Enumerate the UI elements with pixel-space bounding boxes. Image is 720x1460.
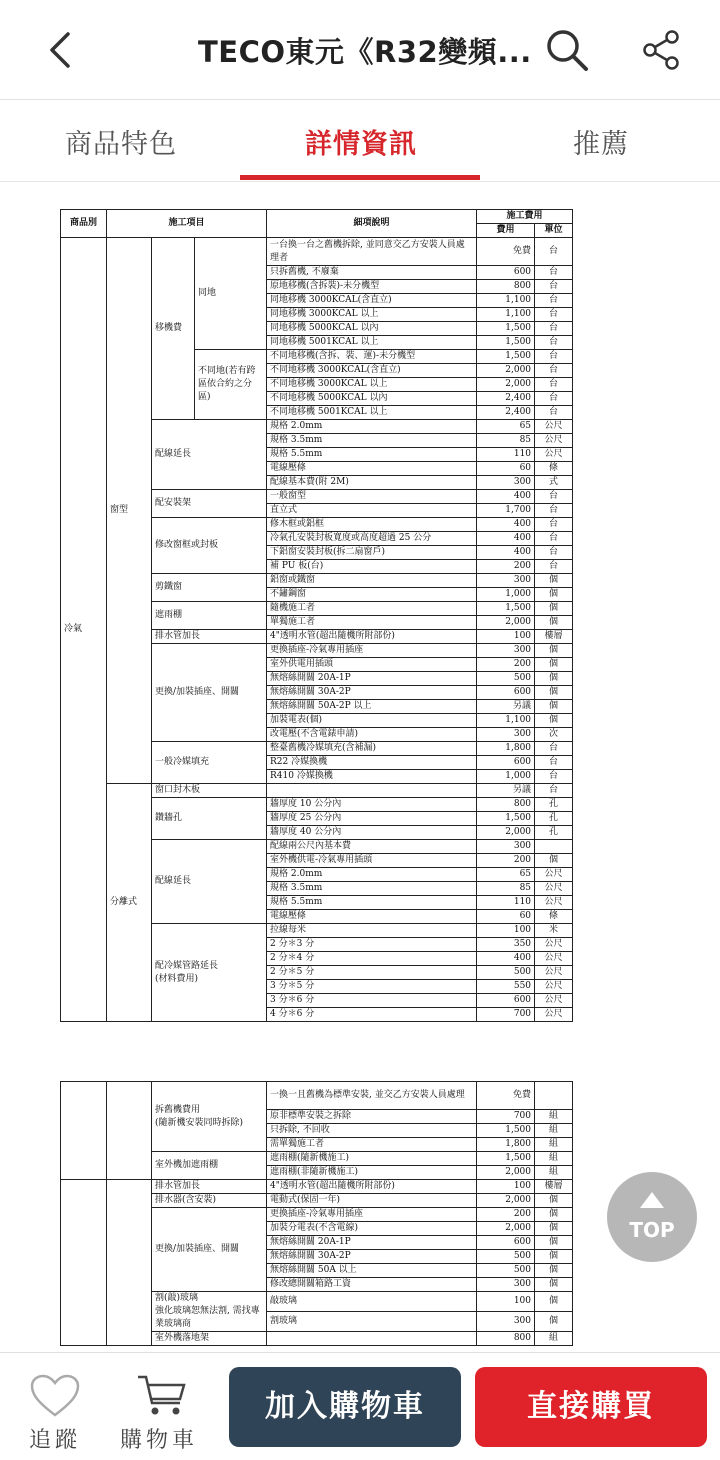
row-fee: 300 (477, 1312, 535, 1332)
row-desc: 不同地移機(含拆、裝、運)-未分機型 (267, 350, 477, 364)
row-fee: 700 (477, 1110, 535, 1124)
row-fee: 免費 (477, 1082, 535, 1110)
header-unit: 單位 (535, 224, 573, 238)
row-desc: 牆厚度 25 公分內 (267, 812, 477, 826)
row-fee: 500 (477, 1264, 535, 1278)
table-row (61, 784, 573, 798)
row-desc: 電線壓條 (267, 910, 477, 924)
row-desc: 4 分＊6 分 (267, 1008, 477, 1022)
row-fee: 1,800 (477, 1138, 535, 1152)
row-fee: 200 (477, 560, 535, 574)
row-unit: 台 (535, 560, 573, 574)
row-desc: 原地移機(含拆裝)-未分機型 (267, 280, 477, 294)
item-wiring: 配線延長 (152, 420, 267, 490)
tab-recommend[interactable]: 推薦 (573, 129, 629, 160)
row-desc: 牆厚度 40 公分內 (267, 826, 477, 840)
row-desc: 割玻璃 (267, 1312, 477, 1332)
row-unit: 台 (535, 238, 573, 266)
row-unit: 個 (535, 700, 573, 714)
row-unit: 組 (535, 1166, 573, 1180)
row-desc: 鋁窗或鐵窗 (267, 574, 477, 588)
row-fee: 另議 (477, 700, 535, 714)
removal-fee-table (60, 1081, 572, 1346)
row-desc: 更換插座-冷氣專用插座 (267, 644, 477, 658)
item-outlet: 更換/加裝插座、開關 (152, 1208, 267, 1292)
row-unit: 台 (535, 322, 573, 336)
row-desc: 加裝電表(個) (267, 714, 477, 728)
item-diff-site: 不同地(若有跨區依合約之分區) (195, 350, 267, 420)
row-desc: 更換插座-冷氣專用插座 (267, 1208, 477, 1222)
row-desc: 遮雨棚(非隨新機施工) (267, 1166, 477, 1180)
row-unit: 條 (535, 462, 573, 476)
row-unit: 台 (535, 364, 573, 378)
row-fee: 350 (477, 938, 535, 952)
row-unit: 台 (535, 532, 573, 546)
row-fee: 2,400 (477, 392, 535, 406)
row-unit: 台 (535, 742, 573, 756)
row-fee: 200 (477, 658, 535, 672)
row-desc: 一台換一台之舊機拆除, 並同意交乙方安裝人員處理者 (267, 238, 477, 266)
row-unit: 個 (535, 602, 573, 616)
row-unit: 台 (535, 392, 573, 406)
cat-blank (107, 1180, 152, 1346)
row-unit: 公尺 (535, 994, 573, 1008)
row-unit: 公尺 (535, 448, 573, 462)
header-fee-group: 施工費用 (477, 210, 573, 224)
chevron-left-icon[interactable] (40, 28, 84, 72)
cat-blank (61, 1180, 107, 1346)
buy-now-button[interactable]: 直接購買 (475, 1367, 707, 1447)
item-outlet: 更換/加裝插座、開關 (152, 644, 267, 742)
row-desc: 規格 3.5mm (267, 882, 477, 896)
row-unit: 個 (535, 1278, 573, 1292)
row-fee: 1,000 (477, 770, 535, 784)
row-desc: 隨機施工者 (267, 602, 477, 616)
active-tab-indicator (240, 175, 480, 180)
row-fee: 800 (477, 280, 535, 294)
row-fee: 60 (477, 462, 535, 476)
row-desc: R22 冷媒換機 (267, 756, 477, 770)
row-desc: 室外機供電-冷氣專用插頭 (267, 854, 477, 868)
row-unit (535, 840, 573, 854)
row-desc: 一換一且舊機為標準安裝, 並交乙方安裝人員處理 (267, 1082, 477, 1110)
row-desc: 4"透明水管(超出隨機所附部份) (267, 1180, 477, 1194)
row-fee: 800 (477, 1332, 535, 1346)
row-desc: 下鋁窗安裝封板(拆二扇窗戶) (267, 546, 477, 560)
row-fee: 2,000 (477, 1194, 535, 1208)
row-desc: 單獨施工者 (267, 616, 477, 630)
row-unit: 個 (535, 1312, 573, 1332)
cart-label: 購物車 (120, 1428, 199, 1453)
row-unit: 個 (535, 1208, 573, 1222)
row-fee: 600 (477, 1236, 535, 1250)
row-unit: 個 (535, 658, 573, 672)
row-unit: 公尺 (535, 1008, 573, 1022)
row-fee: 400 (477, 546, 535, 560)
row-fee: 550 (477, 980, 535, 994)
row-desc: 拉線每米 (267, 924, 477, 938)
row-unit: 台 (535, 378, 573, 392)
row-fee: 400 (477, 952, 535, 966)
row-unit: 組 (535, 1332, 573, 1346)
cat-blank (61, 1082, 107, 1180)
row-unit: 個 (535, 1194, 573, 1208)
item-bracket: 配安裝架 (152, 490, 267, 518)
row-unit: 組 (535, 1110, 573, 1124)
track-label: 追蹤 (28, 1428, 81, 1453)
row-desc: 修木框或鋁框 (267, 518, 477, 532)
row-unit: 台 (535, 280, 573, 294)
row-desc: 無熔絲開關 50A 以上 (267, 1264, 477, 1278)
row-unit: 米 (535, 924, 573, 938)
row-unit: 台 (535, 756, 573, 770)
row-fee: 400 (477, 490, 535, 504)
row-desc: 規格 5.5mm (267, 448, 477, 462)
table-row (61, 1180, 573, 1194)
row-unit: 式 (535, 476, 573, 490)
row-unit: 次 (535, 728, 573, 742)
row-unit: 個 (535, 1222, 573, 1236)
row-fee: 2,000 (477, 378, 535, 392)
row-fee: 65 (477, 420, 535, 434)
row-fee: 300 (477, 1278, 535, 1292)
row-fee: 另議 (477, 784, 535, 798)
tab-bar (0, 100, 720, 182)
app-header (0, 0, 720, 100)
row-unit: 個 (535, 1292, 573, 1312)
row-unit (535, 1082, 573, 1110)
row-desc: 遮雨棚(隨新機施工) (267, 1152, 477, 1166)
row-fee: 100 (477, 630, 535, 644)
item-drain: 排水管加長 (152, 630, 267, 644)
row-fee: 300 (477, 574, 535, 588)
cat-cold: 冷氣 (61, 238, 107, 1022)
item-shade: 遮雨棚 (152, 602, 267, 630)
row-fee: 1,500 (477, 602, 535, 616)
row-unit: 台 (535, 770, 573, 784)
row-unit: 公尺 (535, 896, 573, 910)
row-fee: 1,100 (477, 294, 535, 308)
cart-icon (136, 1373, 188, 1419)
share-icon[interactable] (640, 28, 684, 72)
row-fee: 1,500 (477, 812, 535, 826)
item-move-fee: 移機費 (152, 238, 195, 420)
header-category: 商品別 (61, 210, 107, 238)
item-same-site: 同地 (195, 238, 267, 350)
row-unit: 組 (535, 1124, 573, 1138)
row-unit: 孔 (535, 798, 573, 812)
row-unit: 台 (535, 784, 573, 798)
row-unit: 公尺 (535, 434, 573, 448)
row-unit: 台 (535, 504, 573, 518)
row-fee: 200 (477, 1208, 535, 1222)
row-unit: 個 (535, 644, 573, 658)
item-drill: 鑽牆孔 (152, 798, 267, 840)
row-fee: 85 (477, 882, 535, 896)
row-fee: 2,000 (477, 364, 535, 378)
row-fee: 免費 (477, 238, 535, 266)
row-unit: 公尺 (535, 980, 573, 994)
row-unit: 公尺 (535, 938, 573, 952)
row-fee: 2,000 (477, 1222, 535, 1236)
row-fee: 2,400 (477, 406, 535, 420)
row-unit: 孔 (535, 826, 573, 840)
search-icon[interactable] (544, 27, 590, 73)
row-fee: 500 (477, 672, 535, 686)
row-desc: 配線基本費(附 2M) (267, 476, 477, 490)
row-fee: 500 (477, 1250, 535, 1264)
row-fee: 100 (477, 1292, 535, 1312)
row-fee: 400 (477, 532, 535, 546)
row-fee: 600 (477, 686, 535, 700)
row-fee: 500 (477, 966, 535, 980)
row-desc: 不同地移機 5000KCAL 以內 (267, 392, 477, 406)
row-unit: 台 (535, 490, 573, 504)
row-desc: 2 分＊4 分 (267, 952, 477, 966)
row-fee: 100 (477, 1180, 535, 1194)
row-desc: 規格 3.5mm (267, 434, 477, 448)
row-unit: 組 (535, 1138, 573, 1152)
tab-details[interactable]: 詳情資訊 (305, 129, 417, 160)
header-desc: 細項說明 (267, 210, 477, 238)
row-fee: 300 (477, 728, 535, 742)
row-desc: 配線兩公尺內基本費 (267, 840, 477, 854)
item-frame: 修改窗框或封板 (152, 518, 267, 574)
row-fee: 110 (477, 896, 535, 910)
row-desc: 不同地移機 3000KCAL 以上 (267, 378, 477, 392)
row-desc: 電線壓條 (267, 462, 477, 476)
page-title: TECO東元《R32變頻... (198, 35, 532, 69)
cat-window: 窗型 (107, 238, 152, 784)
row-desc: 電動式(保固一年) (267, 1194, 477, 1208)
item-seal-board: 窗口封木板 (152, 784, 267, 798)
item-outdoor-stand: 室外機落地架 (152, 1332, 267, 1346)
track-button[interactable] (20, 1367, 90, 1451)
row-desc: 規格 5.5mm (267, 896, 477, 910)
row-unit: 台 (535, 406, 573, 420)
tab-features[interactable]: 商品特色 (65, 129, 177, 160)
row-unit: 台 (535, 518, 573, 532)
row-desc: 4"透明水管(超出隨機所附部份) (267, 630, 477, 644)
item-glass: 割(敲)玻璃 強化玻璃恕無法割, 需找專業玻璃商 (152, 1292, 267, 1332)
item-refrigerant: 一般冷媒填充 (152, 742, 267, 784)
row-unit: 公尺 (535, 882, 573, 896)
row-fee: 400 (477, 518, 535, 532)
row-desc: R410 冷媒換機 (267, 770, 477, 784)
row-fee: 1,100 (477, 714, 535, 728)
installation-fee-table (60, 209, 572, 1022)
table-row (61, 238, 573, 266)
row-fee: 60 (477, 910, 535, 924)
row-desc: 不鏽鋼窗 (267, 588, 477, 602)
row-unit: 個 (535, 1264, 573, 1278)
row-unit: 個 (535, 574, 573, 588)
cat-blank (107, 1082, 152, 1180)
top-label: TOP (629, 1218, 675, 1242)
row-unit: 個 (535, 616, 573, 630)
row-fee: 1,500 (477, 336, 535, 350)
row-desc: 改電壓(不含電錶申請) (267, 728, 477, 742)
item-wiring-split: 配線延長 (152, 840, 267, 924)
row-unit: 台 (535, 350, 573, 364)
add-to-cart-button[interactable]: 加入購物車 (229, 1367, 461, 1447)
row-unit: 個 (535, 686, 573, 700)
row-fee: 1,500 (477, 1152, 535, 1166)
row-unit: 台 (535, 308, 573, 322)
row-desc: 室外供電用插頭 (267, 658, 477, 672)
row-desc (267, 784, 477, 798)
row-unit: 孔 (535, 812, 573, 826)
row-fee: 200 (477, 854, 535, 868)
header-fee: 費用 (477, 224, 535, 238)
row-desc: 需單獨施工者 (267, 1138, 477, 1152)
row-fee: 100 (477, 924, 535, 938)
arrow-up-icon (640, 1192, 664, 1208)
row-unit: 個 (535, 1250, 573, 1264)
row-desc: 牆厚度 10 公分內 (267, 798, 477, 812)
row-desc: 一般窗型 (267, 490, 477, 504)
row-fee: 1,700 (477, 504, 535, 518)
row-desc: 只拆舊機, 不廢棄 (267, 266, 477, 280)
row-fee: 1,500 (477, 322, 535, 336)
row-unit: 樓層 (535, 630, 573, 644)
row-desc: 同地移機 3000KCAL 以上 (267, 308, 477, 322)
row-desc: 同地移機 3000KCAL(含直立) (267, 294, 477, 308)
row-unit: 個 (535, 1236, 573, 1250)
row-unit: 公尺 (535, 952, 573, 966)
row-desc: 補 PU 板(台) (267, 560, 477, 574)
row-desc: 原非標準安裝之拆除 (267, 1110, 477, 1124)
row-desc: 同地移機 5001KCAL 以上 (267, 336, 477, 350)
row-unit: 個 (535, 588, 573, 602)
row-desc: 無熔絲開關 30A-2P (267, 1250, 477, 1264)
row-fee: 2,000 (477, 1166, 535, 1180)
row-fee: 700 (477, 1008, 535, 1022)
row-desc: 直立式 (267, 504, 477, 518)
row-unit: 台 (535, 546, 573, 560)
item-removal: 拆舊機費用 (隨新機安裝同時拆除) (152, 1082, 267, 1152)
row-desc: 不同地移機 3000KCAL(含直立) (267, 364, 477, 378)
table-row (61, 1082, 573, 1110)
row-fee: 1,800 (477, 742, 535, 756)
row-desc: 敲玻璃 (267, 1292, 477, 1312)
row-desc: 無熔絲開關 30A-2P (267, 686, 477, 700)
row-desc: 規格 2.0mm (267, 868, 477, 882)
row-desc: 只拆除, 不回收 (267, 1124, 477, 1138)
row-unit: 個 (535, 854, 573, 868)
row-fee: 85 (477, 434, 535, 448)
back-to-top-button[interactable] (607, 1172, 697, 1262)
row-desc: 2 分＊3 分 (267, 938, 477, 952)
row-fee: 600 (477, 266, 535, 280)
row-fee: 1,100 (477, 308, 535, 322)
cart-button[interactable] (120, 1367, 206, 1451)
row-desc: 修改總開關箱路工資 (267, 1278, 477, 1292)
row-fee: 110 (477, 448, 535, 462)
row-desc (267, 1332, 477, 1346)
row-fee: 300 (477, 644, 535, 658)
row-desc: 加裝分電表(不含電線) (267, 1222, 477, 1236)
row-desc: 3 分＊6 分 (267, 994, 477, 1008)
row-fee: 2,000 (477, 616, 535, 630)
row-fee: 600 (477, 756, 535, 770)
row-unit: 個 (535, 714, 573, 728)
cat-split: 分離式 (107, 784, 152, 1022)
row-fee: 2,000 (477, 826, 535, 840)
bottom-action-bar (0, 1352, 720, 1460)
heart-icon (29, 1373, 81, 1419)
row-desc: 冷氣孔安裝封板寬度或高度超過 25 公分 (267, 532, 477, 546)
row-desc: 2 分＊5 分 (267, 966, 477, 980)
row-fee: 65 (477, 868, 535, 882)
item-pipe: 配冷媒管路延長 (材料費用) (152, 924, 267, 1022)
row-unit: 公尺 (535, 420, 573, 434)
row-unit: 條 (535, 910, 573, 924)
row-fee: 300 (477, 476, 535, 490)
row-fee: 1,500 (477, 1124, 535, 1138)
item-iron-window: 剪鐵窗 (152, 574, 267, 602)
row-desc: 整臺舊機冷媒填充(含補漏) (267, 742, 477, 756)
row-unit: 台 (535, 266, 573, 280)
row-desc: 不同地移機 5001KCAL 以上 (267, 406, 477, 420)
row-unit: 公尺 (535, 868, 573, 882)
row-fee: 600 (477, 994, 535, 1008)
row-desc: 無熔絲開關 20A-1P (267, 672, 477, 686)
row-desc: 同地移機 5000KCAL 以內 (267, 322, 477, 336)
item-drain-pump: 排水器(含安裝) (152, 1194, 267, 1208)
row-desc: 3 分＊5 分 (267, 980, 477, 994)
row-unit: 台 (535, 336, 573, 350)
row-fee: 1,000 (477, 588, 535, 602)
row-desc: 無熔絲開關 20A-1P (267, 1236, 477, 1250)
row-unit: 樓層 (535, 1180, 573, 1194)
row-unit: 組 (535, 1152, 573, 1166)
row-unit: 台 (535, 294, 573, 308)
header-item: 施工項目 (107, 210, 267, 238)
row-unit: 公尺 (535, 966, 573, 980)
row-unit: 個 (535, 672, 573, 686)
row-fee: 300 (477, 840, 535, 854)
row-desc: 無熔絲開關 50A-2P 以上 (267, 700, 477, 714)
row-desc: 規格 2.0mm (267, 420, 477, 434)
row-fee: 800 (477, 798, 535, 812)
item-outdoor-shade: 室外機加遮雨棚 (152, 1152, 267, 1180)
item-drain: 排水管加長 (152, 1180, 267, 1194)
row-fee: 1,500 (477, 350, 535, 364)
